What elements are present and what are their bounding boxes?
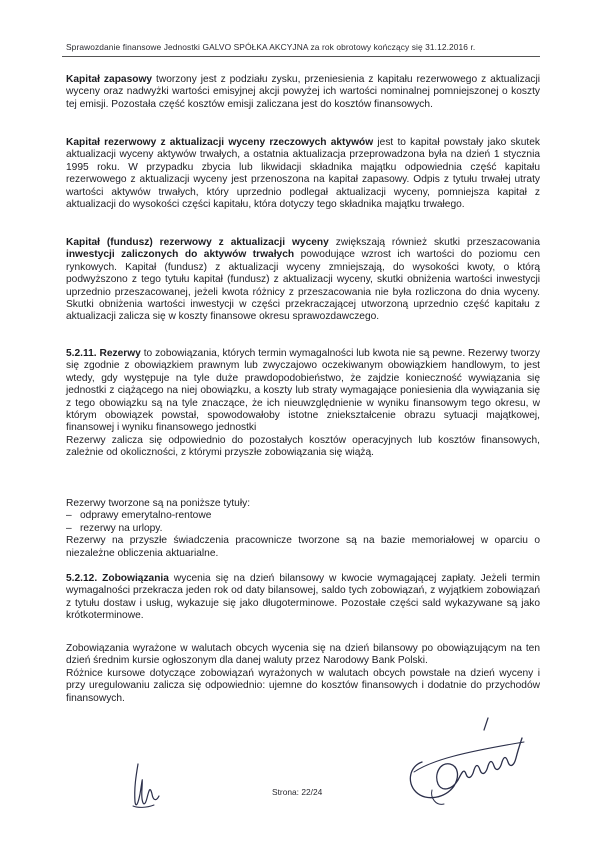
paragraph-kapital-fundusz	[66, 237, 540, 324]
term-kapital-rezerwowy: Kapitał rezerwowy z aktualizacji wyceny rzeczowych aktywów	[66, 137, 374, 148]
paragraph-waluty	[66, 643, 540, 705]
page-number: Strona: 22/24	[272, 787, 323, 797]
paragraph-text: Rezerwy na przyszłe świadczenia pracownicze tworzone są na bazie memoriałowej w oparciu o niezależne obliczenia aktuarialne.	[66, 535, 540, 559]
paragraph-text: wycenia się na dzień bilansowy w kwocie wymagającej zapłaty. Jeżeli termin wymagalności przekracza jeden rok od daty bilansowej, saldo tych zobowiązań, z wyjątkiem zobowiązań z tytułu dostaw i usług, wykazuje się jako długoterminowe. Pozostałe części sald wykazywane są jako krótkoterminowe.	[66, 573, 540, 622]
paragraph-text: tworzony jest z podziału zysku, przeniesienia z kapitału rezerwowego z aktualizacji wyceny oraz nadwyżki wartości emisyjnej akcji powyżej ich wartości nominalnej pomniejszonej o koszty tej emisji. Pozostała część kosztów emisji zaliczana jest do kosztów finansowych.	[66, 74, 540, 110]
paragraph-text: to zobowiązania, których termin wymagalności lub kwota nie są pewne. Rezerwy tworzy się zgodnie z obowiązkiem prawnym lub zwyczajowo oczekiwanym obowiązkiem handlowym, to jest wtedy, gdy występuje na tyle duże prawdopodobieństwo, że zajdzie konieczność wywiązania się jednostki z ciążącego na niej obowiązku, a koszty lub straty wymagające poniesienia dla wywiązania się z tego obowiązku są na tyle znaczące, że ich nieuwzględnienie w wyniku finansowym tego okresu, w którym obowiązek powstał, spowodowałoby istotne zniekształcenie obrazu sytuacji majątkowej, finansowej i wyniku finansowego jednostki	[66, 348, 540, 434]
list-item: – rezerwy na urlopy.	[66, 523, 540, 535]
section-heading-zobowiazania: 5.2.12. Zobowiązania	[66, 573, 169, 584]
paragraph-text: zwiększają również skutki przeszacowania	[328, 237, 540, 248]
paragraph-text: Różnice kursowe dotyczące zobowiązań wyrażonych w walutach obcych powstałe na dzień wyceny i przy uregulowaniu zalicza się odpowiednio: ujemne do kosztów finansowych i dodatnie do przychodów finansowych.	[66, 667, 540, 704]
paragraph-text: Rezerwy zalicza się odpowiednio do pozostałych kosztów operacyjnych lub kosztów finansowych, zależnie od okoliczności, z którymi przyszłe zobowiązania się wiążą.	[66, 434, 540, 459]
section-zobowiazania	[66, 573, 540, 623]
list-intro: Rezerwy tworzone są na poniższe tytuły:	[66, 498, 251, 509]
full-signature-icon	[392, 712, 542, 812]
page-header: Sprawozdanie finansowe Jednostki GALVO SPÓŁKA AKCYJNA za rok obrotowy kończący się 31.12.2016 r.	[66, 42, 476, 52]
initials-signature-icon	[128, 758, 164, 818]
rezerwy-list	[66, 510, 540, 535]
header-rule	[62, 56, 540, 57]
term-kapital-fundusz: Kapitał (fundusz) rezerwowy z aktualizacji wyceny	[66, 237, 329, 248]
section-rezerwy	[66, 348, 540, 460]
paragraph-kapital-zapasowy	[66, 74, 540, 111]
term-inwestycji: inwestycji zaliczonych do aktywów trwałych	[66, 249, 295, 261]
paragraph-kapital-rezerwowy	[66, 137, 540, 211]
paragraph-rezerwy-tytuly	[66, 498, 540, 560]
paragraph-text: powodujące wzrost ich wartości do poziomu cen rynkowych. Kapitał (fundusz) z aktualizacji wyceny zmniejszają, do wysokości kwoty, o którą podwyższono z tego tytułu kapitał (fundusz) z aktualizacji wyceny, skutki obniżenia wartości inwestycji uprzednio przeszacowanej, jeżeli kwota różnicy z przeszacowania nie była rozliczona do dnia wyceny. Skutki obniżenia wartości inwestycji w części przekraczającej utworzoną uprzednio część kapitału z aktualizacji zalicza się w koszty finansowe okresu sprawozdawczego.	[66, 249, 540, 323]
list-item: – odprawy emerytalno-rentowe	[66, 510, 540, 522]
paragraph-text: Zobowiązania wyrażone w walutach obcych wycenia się na dzień bilansowy po obowiązującym na ten dzień średnim kursie ogłoszonym dla danej waluty przez Narodowy Bank Polski.	[66, 643, 540, 667]
section-heading-rezerwy: 5.2.11. Rezerwy	[66, 348, 141, 359]
paragraph-text: jest to kapitał powstały jako skutek aktualizacji wyceny aktywów trwałych, a ostatnia aktualizacja przeprowadzona była na dzień 1 stycznia 1995 roku. W przypadku zbycia lub likwidacji składnika majątku odpowiednia część kapitału rezerwowego z aktualizacji wyceny jest przenoszona na kapitał zapasowy. Odpis z tytułu trwałej utraty wartości aktywów trwałych, który uprzednio podlegał aktualizacji wyceny, pomniejsza kapitał z aktualizacji do wysokości części kapitału, która dotyczy tego składnika majątku trwałego.	[66, 137, 540, 211]
term-kapital-zapasowy: Kapitał zapasowy	[66, 74, 153, 85]
